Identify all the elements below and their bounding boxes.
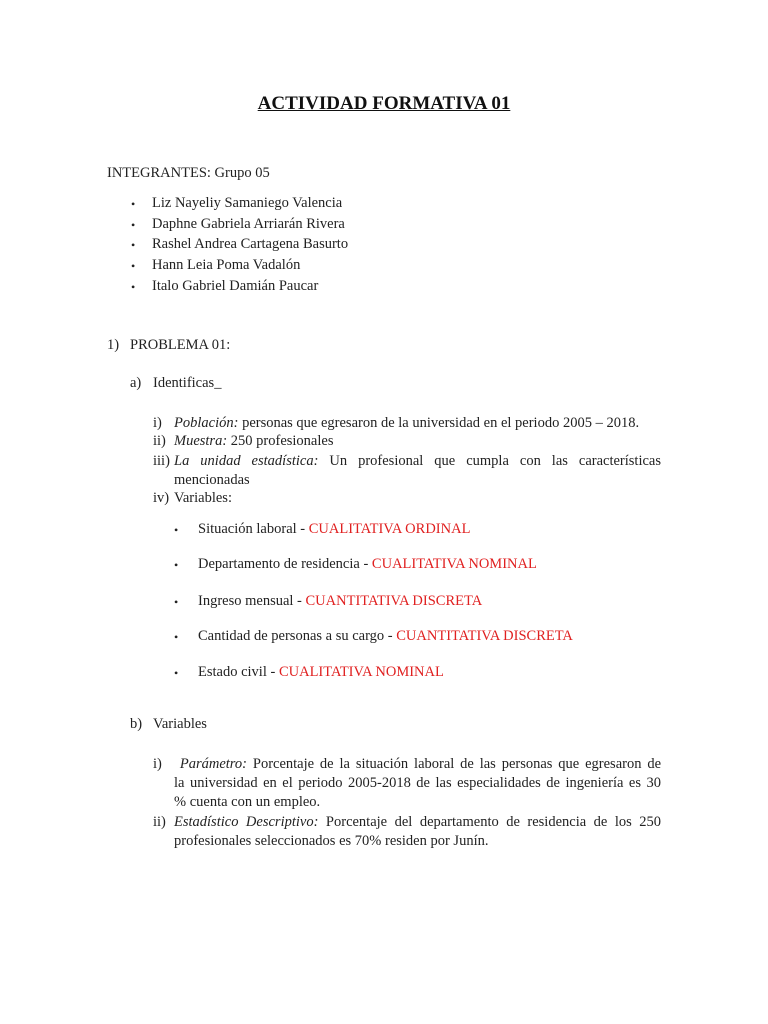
variable-name: Cantidad de personas a su cargo - <box>198 628 397 644</box>
problem-number: 1) <box>107 337 120 353</box>
item-number: iv) <box>153 490 170 506</box>
bullet-icon: • <box>131 218 136 232</box>
poblacion-line <box>174 413 639 433</box>
parametro-text-1: Porcentaje de la situación laboral de las personas que egresaron de <box>252 756 662 772</box>
section-a-heading: Identificas_ <box>153 375 222 391</box>
variable-type: CUALITATIVA NOMINAL <box>371 556 537 572</box>
variable-type: CUALITATIVA ORDINAL <box>308 521 471 537</box>
variables-label: Variables: <box>174 490 232 506</box>
poblacion-term: Población: <box>174 415 239 431</box>
estadistico-line-1 <box>174 812 661 832</box>
variable-entry <box>198 519 470 539</box>
unidad-line-1 <box>174 451 661 471</box>
member-name: Hann Leia Poma Vadalón <box>152 257 301 273</box>
muestra-line <box>174 431 333 451</box>
variable-type: CUANTITATIVA DISCRETA <box>305 593 483 609</box>
variable-type: CUALITATIVA NOMINAL <box>278 664 444 680</box>
variable-entry <box>198 662 444 682</box>
parametro-line-2: la universidad en el periodo 2005-2018 de las especialidades de ingeniería es 30 <box>174 775 661 791</box>
member-name: Liz Nayeliy Samaniego Valencia <box>152 195 343 211</box>
muestra-text: 250 profesionales <box>227 433 334 449</box>
variable-type: CUANTITATIVA DISCRETA <box>396 628 573 644</box>
bullet-icon: • <box>174 595 179 609</box>
item-number: ii) <box>153 814 166 830</box>
unidad-line-2: mencionadas <box>174 472 250 488</box>
section-b-letter: b) <box>130 716 143 732</box>
unidad-term: La unidad estadística: <box>174 453 319 469</box>
parametro-line-3: % cuenta con un empleo. <box>174 794 321 810</box>
variable-entry <box>198 554 537 574</box>
estadistico-line-2: profesionales seleccionados es 70% residen por Junín. <box>174 833 489 849</box>
bullet-icon: • <box>174 630 179 644</box>
variable-name: Estado civil - <box>198 664 279 680</box>
parametro-term: Parámetro: <box>179 756 247 772</box>
bullet-icon: • <box>131 259 136 273</box>
integrantes-label: INTEGRANTES: Grupo 05 <box>107 165 270 181</box>
section-b-heading: Variables <box>153 716 207 732</box>
bullet-icon: • <box>131 197 136 211</box>
variable-entry <box>198 626 573 646</box>
item-number: i) <box>153 756 162 772</box>
item-number: i) <box>153 415 162 431</box>
variable-name: Departamento de residencia - <box>198 556 372 572</box>
variable-name: Ingreso mensual - <box>198 593 306 609</box>
bullet-icon: • <box>174 523 179 537</box>
muestra-term: Muestra: <box>174 433 228 449</box>
poblacion-text: personas que egresaron de la universidad en el periodo 2005 – 2018. <box>238 415 640 431</box>
variable-name: Situación laboral - <box>198 521 309 537</box>
document-title: ACTIVIDAD FORMATIVA 01 <box>257 93 511 114</box>
estadistico-term: Estadístico Descriptivo: <box>174 814 319 830</box>
bullet-icon: • <box>131 280 136 294</box>
item-number: ii) <box>153 433 166 449</box>
member-name: Italo Gabriel Damián Paucar <box>152 278 319 294</box>
bullet-icon: • <box>174 558 179 572</box>
estadistico-text-1: Porcentaje del departamento de residencia de los 250 <box>325 814 662 830</box>
bullet-icon: • <box>131 238 136 252</box>
parametro-line-1 <box>174 754 661 774</box>
problem-heading: PROBLEMA 01: <box>130 337 231 353</box>
section-a-letter: a) <box>130 375 142 391</box>
item-number: iii) <box>153 453 170 469</box>
member-name: Rashel Andrea Cartagena Basurto <box>152 236 349 252</box>
bullet-icon: • <box>174 666 179 680</box>
variable-entry <box>198 591 482 611</box>
unidad-text: Un profesional que cumpla con las características <box>329 453 661 469</box>
member-name: Daphne Gabriela Arriarán Rivera <box>152 216 345 232</box>
